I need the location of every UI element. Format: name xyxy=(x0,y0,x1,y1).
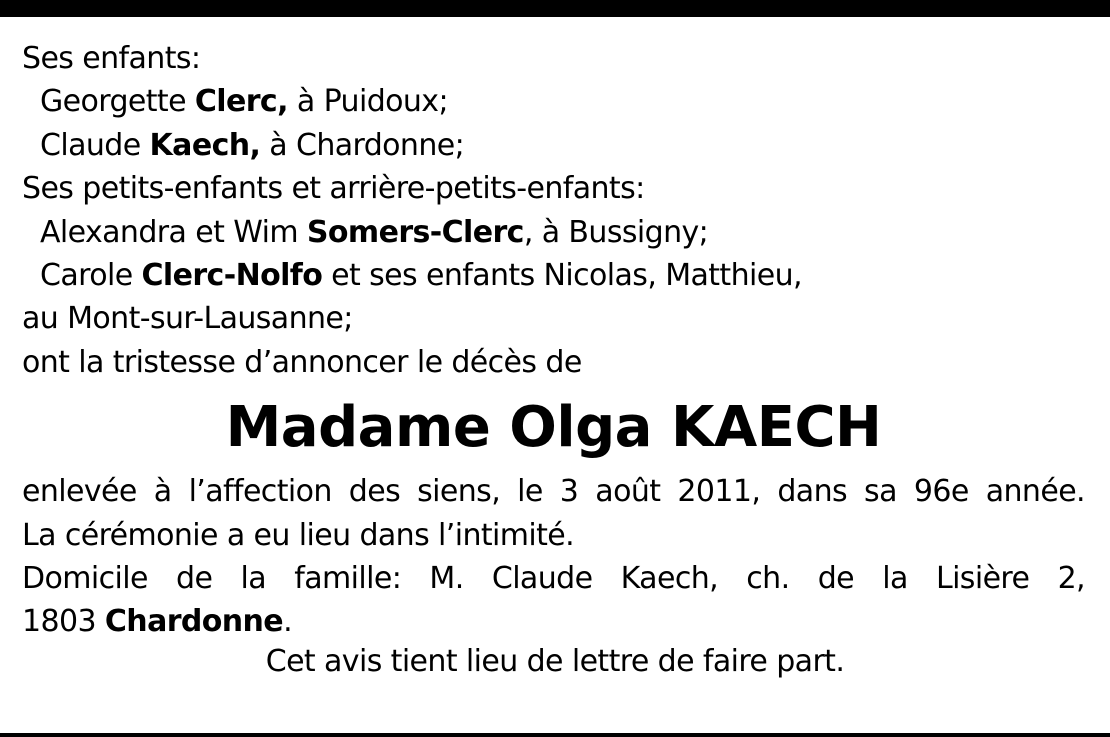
domicile-address-line xyxy=(22,600,1085,643)
grandchild-2-first-name: Carole xyxy=(40,257,142,293)
child-line-2 xyxy=(22,124,1085,167)
child-1-place: à Puidoux; xyxy=(287,84,448,120)
bottom-rule xyxy=(0,733,1110,737)
obituary-notice xyxy=(22,37,1085,644)
deceased-name: Madame Olga KAECH xyxy=(225,395,882,461)
grandchild-2-place: au Mont-sur-Lausanne; xyxy=(22,301,353,337)
children-heading: Ses enfants: xyxy=(22,41,201,76)
domicile-end: . xyxy=(283,604,292,640)
grandchild-2-rest: et ses enfants Nicolas, Matthieu, xyxy=(322,257,802,293)
child-2-surname: Kaech, xyxy=(149,127,261,163)
grandchildren-heading: Ses petits-enfants et arrière-petits-enfants: xyxy=(22,171,645,207)
domicile-postcode: 1803 xyxy=(22,604,105,640)
child-1-surname: Clerc, xyxy=(194,84,288,120)
grandchild-line-1 xyxy=(22,211,1085,254)
death-line: enlevée à l’affection des siens, le 3 août 2011, dans sa 96e année. xyxy=(22,474,1085,510)
announcement-line: ont la tristesse d’annoncer le décès de xyxy=(22,344,582,380)
closing-line: Cet avis tient lieu de lettre de faire part. xyxy=(265,644,845,679)
child-line-1 xyxy=(22,80,1085,123)
grandchild-line-2 xyxy=(22,254,1085,297)
grandchild-2-surname: Clerc-Nolfo xyxy=(141,257,323,293)
child-1-first-name: Georgette xyxy=(40,84,195,120)
grandchild-1-first-name: Alexandra et Wim xyxy=(40,214,307,250)
domicile-town: Chardonne xyxy=(104,604,284,640)
grandchild-1-place: , à Bussigny; xyxy=(523,214,709,250)
child-2-first-name: Claude xyxy=(40,127,150,163)
top-rule xyxy=(0,0,1110,17)
domicile-line: Domicile de la famille: M. Claude Kaech, ch. de la Lisière 2, xyxy=(22,560,1085,596)
ceremony-line: La cérémonie a eu lieu dans l’intimité. xyxy=(22,517,575,553)
grandchild-1-surname: Somers-Clerc xyxy=(306,214,524,250)
child-2-place: à Chardonne; xyxy=(260,127,465,163)
